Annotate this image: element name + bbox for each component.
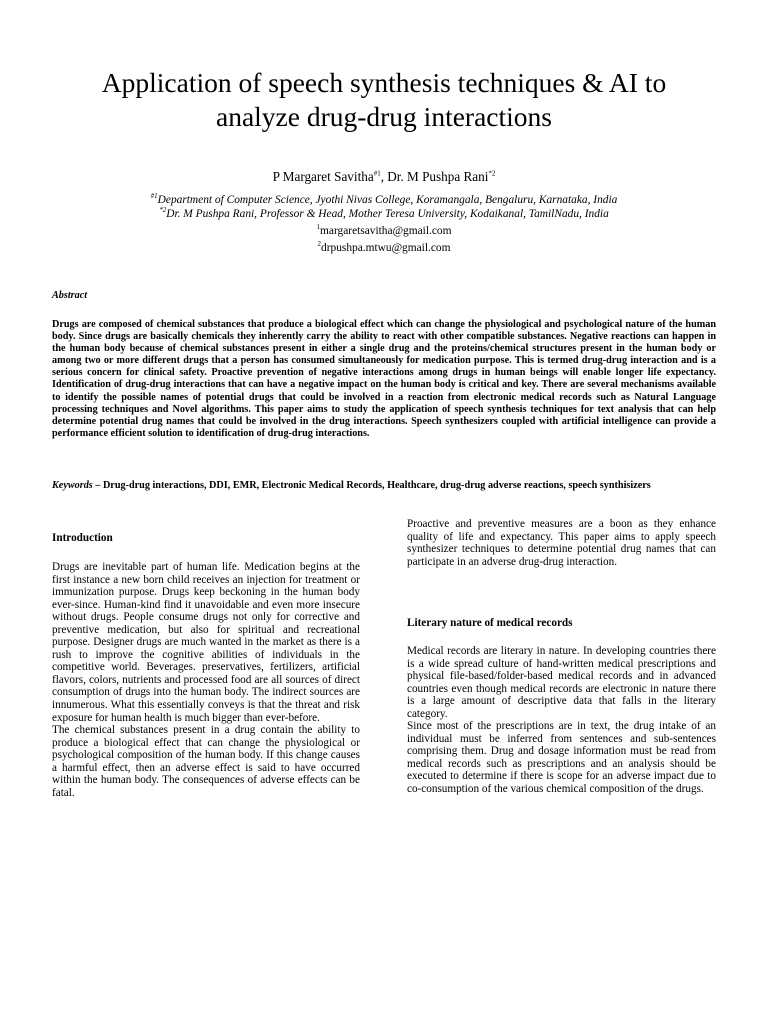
literary-body [407,645,716,796]
affiliation-2 [0,207,768,222]
introduction-body [52,561,360,799]
email-1-marker: 1 [316,223,321,232]
literary-paragraph-2: Since most of the prescriptions are in text, the drug intake of an individual must be inferred from sentences and sub-sentences comprising them. Drug and dosage information must be read from medical records such as prescriptions and an analysis should be executed to determine if there is scope for an adverse impact due to co-consumption of the various chemical composition of the drugs. [407,720,716,796]
email-2-text: drpushpa.mtwu@gmail.com [321,242,451,254]
author-2-marker: *2 [488,169,496,178]
email-1-text: margaretsavitha@gmail.com [320,225,452,237]
affiliation-2-text: Dr. M Pushpa Rani, Professor & Head, Mother Teresa University, Kodaikanal, TamilNadu, India [166,208,609,220]
introduction-continuation [407,518,716,568]
introduction-paragraph-1: Drugs are inevitable part of human life. Medication begins at the first instance a new born child receives an injection for treatment or immunization purpose. Drugs keep beckoning in the human body ever-since. Human-kind find it unavoidable and even more insecure without drugs. People consume drugs not only for corrective and preventive medication, but also for spiritual and recreational purpose. Designer drugs are much wanted in the market as there is a rush to improve the cognitive abilities of individuals in the competitive world. Beverages. preservatives, fertilizers, artificial flavors, colors, nutrients and processed food are all sources of direct consumption of drugs into the human body. The indirect sources are innumerous. What this essentially conveys is that the threat and risk exposure for human health is much bigger than ever-before. [52,561,360,724]
paper-title [30,66,738,134]
email-2 [0,241,768,256]
affiliation-1 [0,193,768,208]
title-line-1: Application of speech synthesis techniques & AI to [101,67,667,98]
author-separator: , [380,169,388,184]
literary-paragraph-1: Medical records are literary in nature. In developing countries there is a wide spread culture of hand-written medical prescriptions and physical file-based/folder-based medical records and in advanced countries even though medical records are electronic in nature there is a large amount of descriptive data that falls in the literary category. [407,645,716,720]
introduction-paragraph-3: Proactive and preventive measures are a boon as they enhance quality of life and expectancy. This paper aims to apply speech synthesizer techniques to determine potential drug names that can participate in an adverse drug-drug interaction. [407,518,716,568]
keywords-label: Keywords [52,480,93,491]
abstract-heading: Abstract [52,290,88,301]
email-2-marker: 2 [317,240,322,249]
affiliation-1-text: Department of Computer Science, Jyothi Nivas College, Koramangala, Bengaluru, Karnataka, India [157,194,618,206]
affiliation-1-marker: #1 [150,192,158,201]
keywords [52,480,716,492]
author-1-name: P Margaret Savitha [272,169,374,184]
abstract-body: Drugs are composed of chemical substances that produce a biological effect which can change the physiological and psychological nature of the human body. Since drugs are basically chemicals they inherently carry the ability to react with other compatible substances. Negative reactions can happen in the human body because of chemical substances present in either a single drug and the proteins/chemical structures present in the human body or among two or more different drugs that a person has consumed simultaneously for medication purpose. This is termed drug-drug interaction and is a serious concern for clinical safety. Proactive prevention of negative interactions among drugs in human beings will enable longer life expectancy. Identification of drug-drug interactions that can have a negative impact on the human body is critical and key. There are several mechanisms available to identify the possible names of potential drugs that could be involved in a reaction from electronic medical records such as Natural Language processing techniques and Novel algorithms. This paper aims to study the application of speech synthesis techniques for text analysis that can help determine potential drug names that could be involved in the drug interactions. Speech synthesizers coupled with artificial intelligence can provide a performance efficient solution to identification of drug-drug interactions. [52,319,716,439]
author-1-marker: #1 [373,169,381,178]
email-1 [0,224,768,239]
affiliation-2-marker: *2 [159,206,167,215]
keywords-text: – Drug-drug interactions, DDI, EMR, Electronic Medical Records, Healthcare, drug-drug adverse reactions, speech synthisizers [92,480,651,491]
author-2-name: Dr. M Pushpa Rani [387,169,489,184]
author-line [0,168,768,185]
title-line-2: analyze drug-drug interactions [216,101,552,132]
literary-heading: Literary nature of medical records [407,617,573,629]
introduction-heading: Introduction [52,532,113,544]
introduction-paragraph-2: The chemical substances present in a drug contain the ability to produce a biological effect that can change the physiological or psychological composition of the human body. If this change causes a harmful effect, then an adverse effect is said to have occurred within the human body. The consequences of adverse effects can be fatal. [52,724,360,799]
